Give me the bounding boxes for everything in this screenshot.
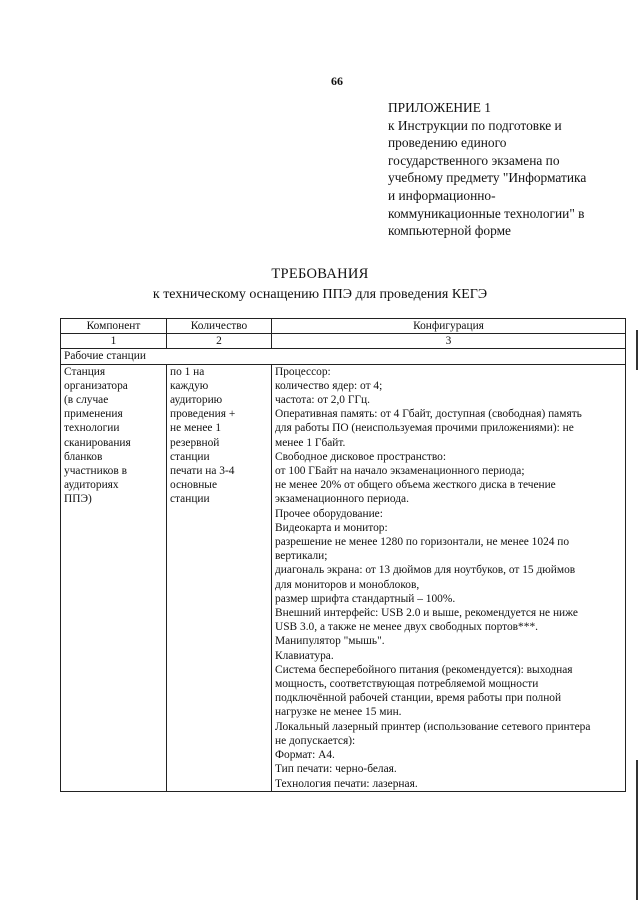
configuration-line: не допускается): bbox=[275, 734, 356, 747]
component-line: ППЭ) bbox=[64, 493, 92, 506]
appendix-line: проведению единого bbox=[388, 135, 507, 151]
configuration-line: вертикали; bbox=[275, 550, 328, 563]
component-line: технологии bbox=[64, 422, 120, 435]
requirements-table bbox=[60, 318, 626, 792]
component-line: организатора bbox=[64, 379, 128, 392]
configuration-line: Локальный лазерный принтер (использование сетевого принтера bbox=[275, 720, 591, 733]
appendix-note bbox=[388, 99, 638, 240]
header-component: Компонент bbox=[61, 319, 167, 334]
configuration-line: подключённой рабочей станции, время работы при полной bbox=[275, 692, 562, 705]
configuration-line: от 100 ГБайт на начало экзаменационного периода; bbox=[275, 465, 525, 478]
configuration-line: Клавиатура. bbox=[275, 649, 334, 662]
document-title: ТРЕБОВАНИЯ bbox=[271, 266, 369, 282]
header-quantity: Количество bbox=[167, 319, 272, 334]
quantity-line: не менее 1 bbox=[170, 422, 222, 435]
configuration-line: Формат: А4. bbox=[275, 749, 335, 762]
section-label: Рабочие станции bbox=[61, 349, 626, 364]
column-number-1: 1 bbox=[61, 334, 167, 349]
quantity-line: каждую bbox=[170, 379, 209, 392]
table-number-row bbox=[61, 334, 626, 349]
component-line: сканирования bbox=[64, 436, 131, 449]
quantity-line: станции bbox=[170, 493, 210, 506]
component-line: Станция bbox=[64, 365, 106, 378]
configuration-line: количество ядер: от 4; bbox=[275, 379, 383, 392]
configuration-line: Процессор: bbox=[275, 365, 331, 378]
component-line: аудиториях bbox=[64, 479, 119, 492]
configuration-line: Технология печати: лазерная. bbox=[275, 777, 418, 790]
configuration-line: Оперативная память: от 4 Гбайт, доступная (свободная) память bbox=[275, 408, 582, 421]
configuration-line: Прочее оборудование: bbox=[275, 507, 383, 520]
configuration-cell bbox=[272, 364, 626, 791]
configuration-line: разрешение не менее 1280 по горизонтали, не менее 1024 по bbox=[275, 536, 570, 549]
section-row bbox=[61, 349, 626, 364]
table-header-row bbox=[61, 319, 626, 334]
scan-edge-line bbox=[636, 760, 638, 900]
configuration-line: Система бесперебойного питания (рекомендуется): выходная bbox=[275, 663, 573, 676]
quantity-line: проведения + bbox=[170, 408, 236, 421]
quantity-line: печати на 3-4 bbox=[170, 465, 235, 478]
configuration-line: для работы ПО (неиспользуемая прочими приложениями): не bbox=[275, 422, 574, 435]
component-line: бланков bbox=[64, 450, 103, 463]
configuration-line: мощность, соответствующая потребляемой мощности bbox=[275, 678, 539, 691]
component-line: участников в bbox=[64, 465, 127, 478]
configuration-line: частота: от 2,0 ГГц. bbox=[275, 394, 370, 407]
configuration-line: USB 3.0, а также не менее двух свободных портов***. bbox=[275, 621, 538, 634]
configuration-line: не менее 20% от общего объема жесткого диска в течение bbox=[275, 479, 556, 492]
quantity-line: станции bbox=[170, 450, 210, 463]
component-line: (в случае bbox=[64, 394, 109, 407]
quantity-line: основные bbox=[170, 479, 218, 492]
appendix-line: коммуникационные технологии" в bbox=[388, 205, 585, 221]
document-subtitle: к техническому оснащению ППЭ для проведения КЕГЭ bbox=[152, 287, 488, 302]
appendix-line: и информационно- bbox=[388, 187, 496, 203]
appendix-line: государственного экзамена по bbox=[388, 152, 560, 168]
appendix-line: компьютерной форме bbox=[388, 223, 511, 239]
table-row bbox=[61, 364, 626, 791]
configuration-line: для мониторов и моноблоков, bbox=[275, 578, 420, 591]
quantity-line: по 1 на bbox=[170, 365, 205, 378]
component-line: применения bbox=[64, 408, 123, 421]
configuration-line: нагрузке не менее 15 мин. bbox=[275, 706, 402, 719]
quantity-line: аудиторию bbox=[170, 394, 223, 407]
configuration-line: Свободное дисковое пространство: bbox=[275, 450, 447, 463]
quantity-cell bbox=[167, 364, 272, 791]
appendix-line: учебному предмету "Информатика bbox=[388, 170, 587, 186]
component-cell bbox=[61, 364, 167, 791]
scan-edge-line bbox=[636, 330, 638, 370]
configuration-line: Видеокарта и монитор: bbox=[275, 521, 388, 534]
configuration-line: размер шрифта стандартный – 100%. bbox=[275, 592, 456, 605]
configuration-line: диагональ экрана: от 13 дюймов для ноутбуков, от 15 дюймов bbox=[275, 564, 576, 577]
appendix-line: к Инструкции по подготовке и bbox=[388, 117, 562, 133]
configuration-line: Внешний интерфейс: USB 2.0 и выше, рекомендуется не ниже bbox=[275, 607, 578, 620]
column-number-2: 2 bbox=[167, 334, 272, 349]
column-number-3: 3 bbox=[272, 334, 626, 349]
header-configuration: Конфигурация bbox=[272, 319, 626, 334]
configuration-line: Манипулятор "мышь". bbox=[275, 635, 385, 648]
configuration-line: Тип печати: черно-белая. bbox=[275, 763, 397, 776]
page-number: 66 bbox=[331, 74, 343, 88]
appendix-line: ПРИЛОЖЕНИЕ 1 bbox=[388, 100, 491, 115]
configuration-line: менее 1 Гбайт. bbox=[275, 436, 346, 449]
configuration-line: экзаменационного периода. bbox=[275, 493, 409, 506]
quantity-line: резервной bbox=[170, 436, 220, 449]
